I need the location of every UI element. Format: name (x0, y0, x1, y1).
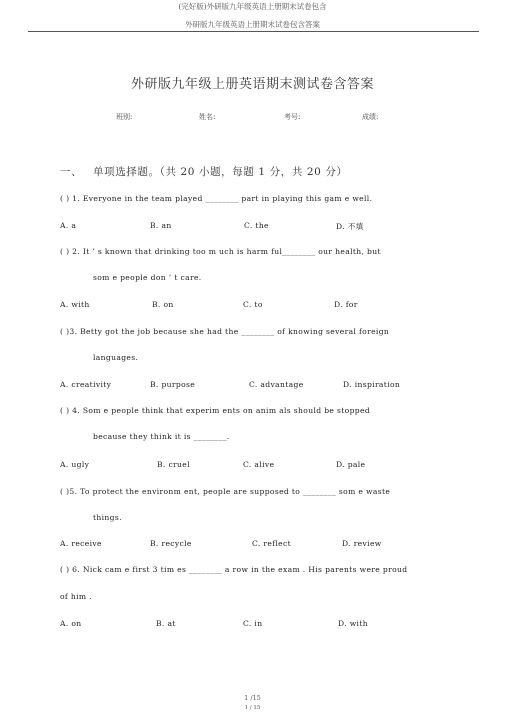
question-6: ( ) 6. Nick cam e first 3 tim es ________ a row in the exam . His parents were proud (60, 565, 408, 574)
header-line-2: 外研版九年级英语上册期末试卷包含答案 (185, 20, 320, 29)
q6-option-d: D. with (338, 619, 368, 628)
q5-option-d: D. review (342, 539, 382, 548)
question-5-continuation: things. (93, 513, 122, 522)
q2-option-d: D. for (334, 300, 358, 309)
score-field-label: 成绩: (362, 113, 379, 121)
q6-option-a: A. on (60, 619, 82, 628)
header-line-1: (完好版)外研版九年级英语上册期末试卷包含 (178, 2, 327, 11)
q1-option-a: A. a (60, 221, 77, 230)
q3-option-c: C. advantage (249, 380, 304, 389)
q4-option-b: B. cruel (157, 460, 190, 469)
section-heading: 单项选择题。（共 20 小题，每题 1 分，共 20 分） (93, 166, 348, 178)
question-5: ( )5. To protect the environm ent, people are supposed to ________ som e waste (60, 487, 391, 496)
q2-option-b: B. on (152, 300, 174, 309)
document-title: 外研版九年级上册英语期末测试卷含答案 (130, 77, 374, 92)
question-1: ( ) 1. Everyone in the team played ________ part in playing this gam e well. (60, 194, 373, 203)
q6-option-b: B. at (156, 619, 176, 628)
q1-option-d: D. 不填 (336, 222, 364, 231)
question-4-continuation: because they think it is ________. (93, 432, 230, 441)
question-4: ( ) 4. Som e people think that experim ents on anim als should be stopped (60, 406, 371, 415)
question-3: ( )3. Betty got the job because she had the ________ of knowing several foreign (60, 327, 390, 336)
q2-option-a: A. with (60, 300, 90, 309)
q5-option-b: B. recycle (150, 539, 192, 548)
page-number-secondary: 1 / 15 (244, 705, 261, 711)
question-2: ( ) 2. It ’ s known that drinking too m uch is harm ful________ our health, but (60, 247, 381, 256)
header-rule (28, 31, 479, 32)
q4-option-d: D. pale (336, 460, 366, 469)
q1-option-c: C. the (244, 221, 269, 230)
question-6-continuation: of him . (60, 592, 92, 601)
q3-option-d: D. inspiration (343, 380, 401, 389)
q3-option-b: B. purpose (150, 380, 196, 389)
q4-option-c: C. alive (243, 460, 275, 469)
section-number: 一、 (60, 166, 83, 178)
q5-option-a: A. receive (60, 539, 102, 548)
page-number: 1 /15 (244, 694, 261, 702)
q3-option-a: A. creativity (60, 380, 112, 389)
question-3-continuation: languages. (93, 353, 139, 362)
q6-option-c: C. in (243, 619, 263, 628)
q4-option-a: A. ugly (60, 460, 90, 469)
q1-option-b: B. an (150, 221, 172, 230)
name-field-label: 姓名: (199, 113, 216, 121)
class-field-label: 班别: (116, 113, 133, 121)
q2-option-c: C. to (243, 300, 263, 309)
exam-number-field-label: 考号: (284, 113, 301, 121)
q5-option-c: C. reflect (252, 539, 292, 548)
question-2-continuation: som e people don ’ t care. (93, 273, 202, 282)
